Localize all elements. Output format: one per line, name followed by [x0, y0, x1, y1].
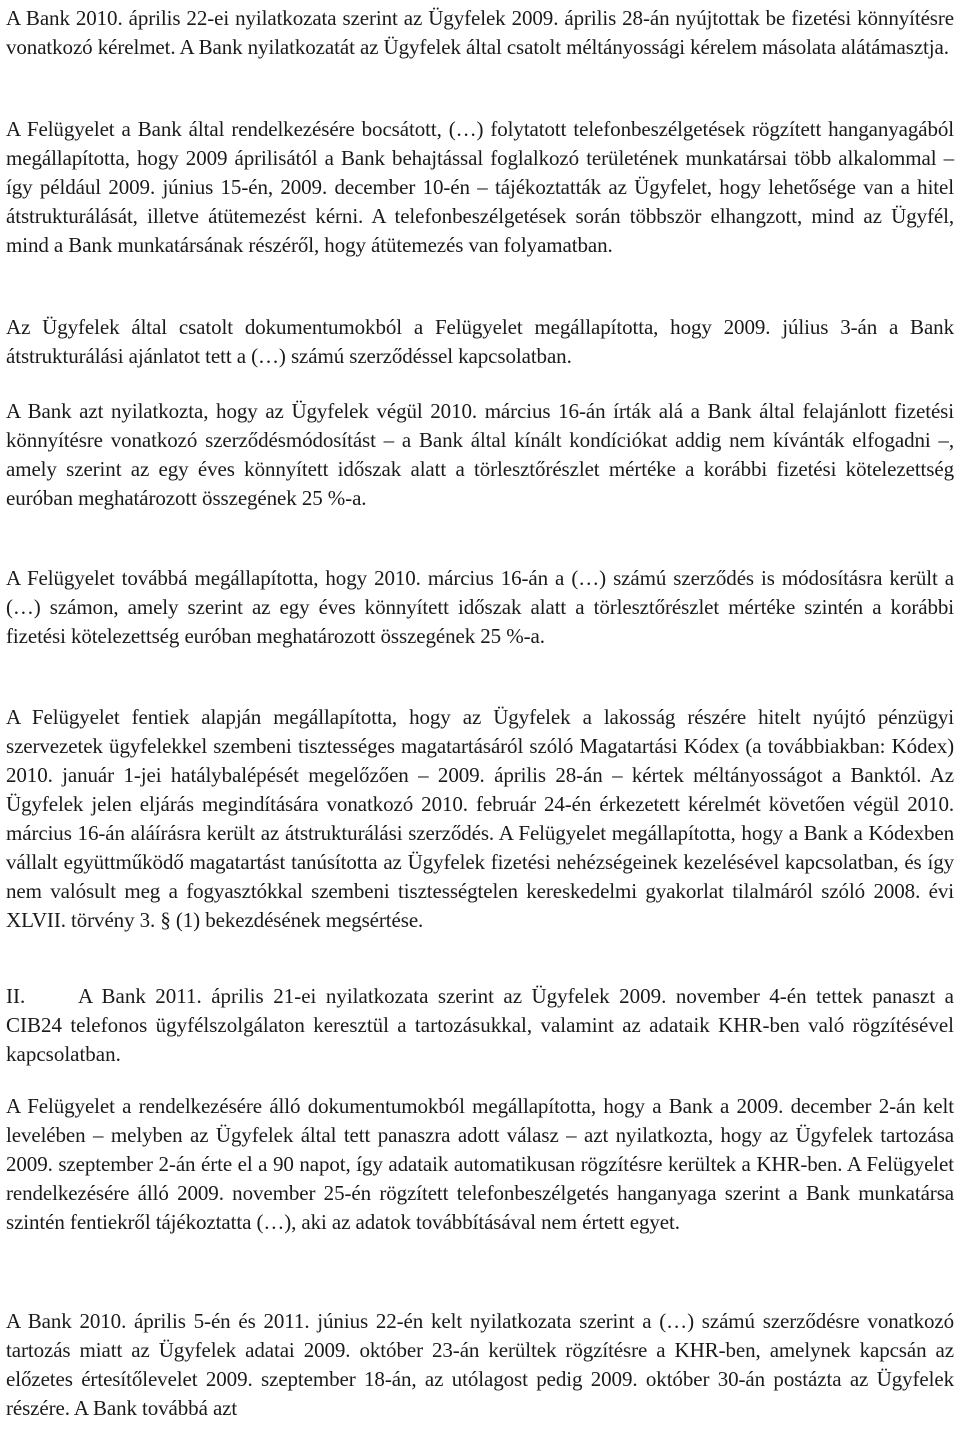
paragraph-bank-statement: A Bank 2010. április 22-ei nyilatkozata szerint az Ügyfelek 2009. április 28-án nyújtottak be fizetési könnyítésre vonatkozó kérelmet. A Bank nyilatkozatát az Ügyfelek által csatolt méltányossági kérelem másolata alátámasztja.: [6, 6, 954, 59]
paragraph-restructuring-offer: Az Ügyfelek által csatolt dokumentumokból a Felügyelet megállapította, hogy 2009. július 3-án a Bank átstrukturálási ajánlatot tett a (…) számú szerződéssel kapcsolatban.: [6, 315, 954, 368]
paragraph-contract-modification: A Bank azt nyilatkozta, hogy az Ügyfelek végül 2010. március 16-án írták alá a Bank által felajánlott fizetési könnyítésre vonatkozó szerződésmódosítást – a Bank által kínált kondíciókat addig nem kívánták elfogadni –, amely szerint az egy éves könnyített időszak alatt a törlesztőrészlet mértéke a korábbi fizetési kötelezettség euróban meghatározott összegének 25 %-a.: [6, 399, 954, 510]
paragraph-phone-recordings: A Felügyelet a Bank által rendelkezésére bocsátott, (…) folytatott telefonbeszélgetések rögzített hanganyagából megállapította, hogy 2009 áprilisától a Bank behajtással foglalkozó területének munkatársai több alkalommal – így például 2009. június 15-én, 2009. december 10-én – tájékoztatták az Ügyfelet, hogy lehetősége van a hitel átstrukturálását, illetve átütemezést kérni. A telefonbeszélgetések során többször elhangzott, mind az Ügyfél, mind a Bank munkatársának részéről, hogy átütemezés van folyamatban.: [6, 117, 954, 257]
paragraph-conclusion: A Felügyelet fentiek alapján megállapította, hogy az Ügyfelek a lakosság részére hitelt nyújtó pénzügyi szervezetek ügyfelekkel szembeni tisztességes magatartásáról szóló Magatartási Kódex (a továbbiakban: Kódex) 2010. január 1-jei hatálybalépését megelőzően – 2009. április 28-án – kértek méltányosságot a Banktól. Az Ügyfelek jelen eljárás megindítására vonatkozó 2010. február 24-én érkezetett kérelmét követően végül 2010. március 16-án aláírásra került az átstrukturálási szerződés. A Felügyelet megállapította, hogy a Bank a Kódexben vállalt együttműködő magatartást tanúsította az Ügyfelek fizetési nehézségeinek kezelésével kapcsolatban, és így nem valósult meg a fogyasztókkal szembeni tisztességtelen kereskedelmi gyakorlat tilalmáról szóló 2008. évi XLVII. törvény 3. § (1) bekezdésének megsértése.: [6, 705, 954, 932]
paragraph-second-contract: A Felügyelet továbbá megállapította, hogy 2010. március 16-án a (…) számú szerződés is módosításra került a (…) számon, amely szerint az egy éves könnyített időszak alatt a törlesztőrészlet mértéke szintén a korábbi fizetési kötelezettség euróban meghatározott összegének 25 %-a.: [6, 566, 954, 648]
section-ii: [6, 982, 954, 1069]
paragraph-khr-letter: A Felügyelet a rendelkezésére álló dokumentumokból megállapította, hogy a Bank a 2009. december 2-án kelt levelében – melyben az Ügyfelek által tett panaszra adott válasz – azt nyilatkozta, hogy az Ügyfelek tartozása 2009. szeptember 2-án érte el a 90 napot, így adataik automatikusan rögzítésre kerültek a KHR-ben. A Felügyelet rendelkezésére álló 2009. november 25-én rögzített telefonbeszélgetés hanganyaga szerint a Bank munkatársa szintén fentiekről tájékoztatta (…), aki az adatok továbbításával nem értett egyet.: [6, 1094, 954, 1234]
section-ii-text: A Bank 2011. április 21-ei nyilatkozata szerint az Ügyfelek 2009. november 4-én tettek panaszt a CIB24 telefonos ügyfélszolgálaton keresztül a tartozásukkal, valamint az adataik KHR-ben való rögzítésével kapcsolatban.: [6, 984, 954, 1066]
paragraph-khr-registration: A Bank 2010. április 5-én és 2011. június 22-én kelt nyilatkozata szerint a (…) számú szerződésre vonatkozó tartozás miatt az Ügyfelek adatai 2009. október 23-án kerültek rögzítésre a KHR-ben, amelynek kapcsán az előzetes értesítőlevelet 2009. szeptember 18-án, az utólagost pedig 2009. október 30-án postázta az Ügyfelek részére. A Bank továbbá azt: [6, 1309, 954, 1420]
section-numeral: II.: [6, 984, 26, 1008]
